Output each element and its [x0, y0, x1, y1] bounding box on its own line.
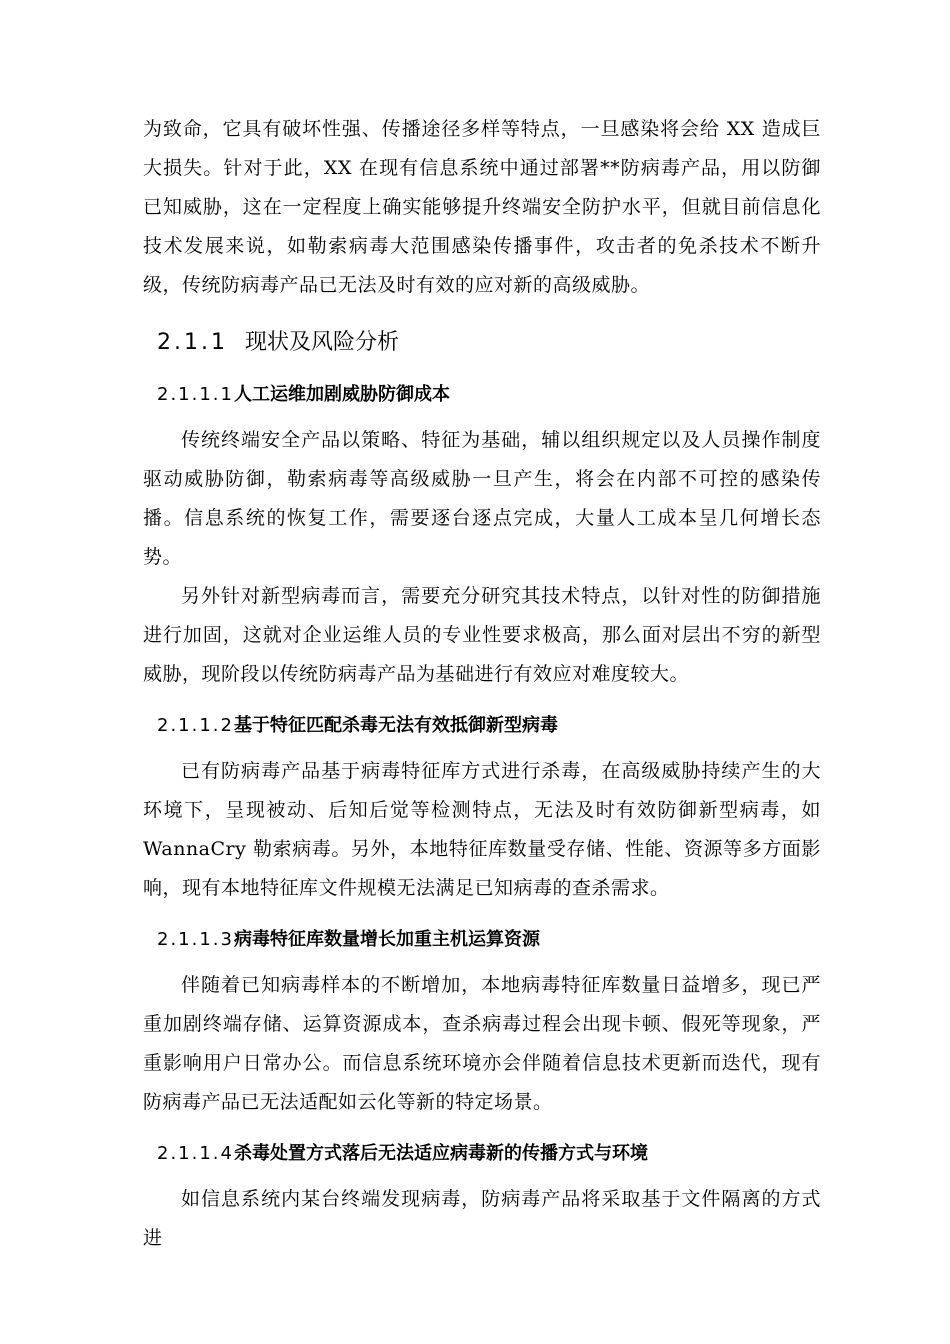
body-paragraph: 已有防病毒产品基于病毒特征库方式进行杀毒，在高级威胁持续产生的大环境下，呈现被动、后知后觉等检测特点，无法及时有效防御新型病毒，如 WannaCry 勒索病毒。另外，本地特征库数量受存储、性能、资源等多方面影响，现有本地特征库文件规模无法满足已知病毒的查杀需求。 [143, 760, 821, 899]
subsection-title: 病毒特征库数量增长加重主机运算资源 [233, 929, 540, 950]
body-paragraph: 另外针对新型病毒而言，需要充分研究其技术特点，以针对性的防御措施进行加固，这就对企业运维人员的专业性要求极高，那么面对层出不穷的新型威胁，现阶段以传统防病毒产品为基础进行有效应对难度较大。 [143, 585, 821, 685]
body-paragraph: 传统终端安全产品以策略、特征为基础，辅以组织规定以及人员操作制度驱动威胁防御，勒索病毒等高级威胁一旦产生，将会在内部不可控的感染传播。信息系统的恢复工作，需要逐台逐点完成，大量人工成本呈几何增长态势。 [143, 429, 821, 568]
document-page [143, 110, 821, 1258]
subsection-title: 人工运维加剧威胁防御成本 [233, 384, 450, 405]
subsection-number: 2.1.1.2 [157, 715, 234, 736]
section-heading [157, 327, 821, 359]
body-paragraph: 如信息系统内某台终端发现病毒，防病毒产品将采取基于文件隔离的方式进 [143, 1188, 821, 1249]
subsection-heading-3 [157, 926, 821, 954]
subsection-number: 2.1.1.1 [157, 384, 234, 405]
subsection-number: 2.1.1.3 [157, 929, 234, 950]
section-number: 2.1.1 [157, 330, 228, 355]
body-paragraph: 伴随着已知病毒样本的不断增加，本地病毒特征库数量日益增多，现已严重加剧终端存储、运算资源成本，查杀病毒过程会出现卡顿、假死等现象，严重影响用户日常办公。而信息系统环境亦会伴随着信息技术更新而迭代，现有防病毒产品已无法适配如云化等新的特定场景。 [143, 974, 821, 1113]
subsection-heading-4 [157, 1140, 821, 1168]
subsection-heading-1 [157, 381, 821, 409]
intro-paragraph: 为致命，它具有破坏性强、传播途径多样等特点，一旦感染将会给 XX 造成巨大损失。针对于此，XX 在现有信息系统中通过部署**防病毒产品，用以防御已知威胁，这在一定程度上确实能够提升终端安全防护水平，但就目前信息化技术发展来说，如勒索病毒大范围感染传播事件，攻击者的免杀技术不断升级，传统防病毒产品已无法及时有效的应对新的高级威胁。 [143, 118, 821, 296]
subsection-heading-2 [157, 712, 821, 740]
section-title: 现状及风险分析 [245, 330, 400, 355]
subsection-title: 杀毒处置方式落后无法适应病毒新的传播方式与环境 [233, 1143, 648, 1164]
subsection-title: 基于特征匹配杀毒无法有效抵御新型病毒 [233, 715, 558, 736]
subsection-number: 2.1.1.4 [157, 1143, 234, 1164]
